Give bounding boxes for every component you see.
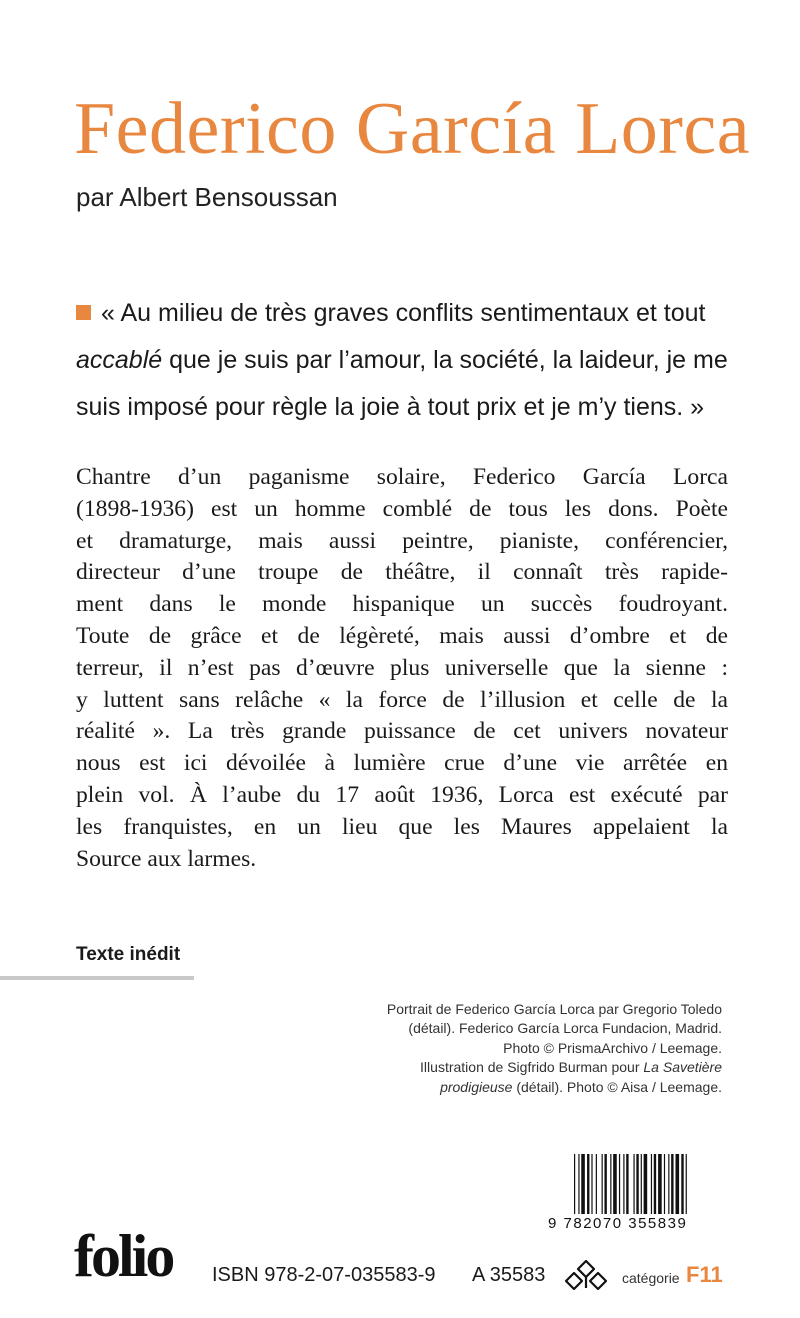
book-title: Federico García Lorca (74, 88, 751, 170)
blurb-line: réalité ». La très grande puissance de cet univers novateur (76, 718, 728, 745)
catalog-code: A 35583 (472, 1264, 546, 1286)
orange-square-bullet (76, 305, 91, 320)
blurb-line: Toute de grâce et de légèreté, mais aussi d’ombre et de (76, 622, 728, 649)
folio-logo: folio (74, 1223, 173, 1289)
credit-line: Portrait de Federico García Lorca par Gregorio Toledo (386, 1001, 722, 1017)
credit-line: (détail). Photo © Aisa / Leemage. (512, 1078, 722, 1095)
blurb-line: (1898-1936) est un homme comblé de tous les dons. Poète (76, 495, 728, 522)
blurb-line: nous est ici dévoilée à lumière crue d’une vie arrêtée en (76, 750, 728, 777)
book-author: par Albert Bensoussan (76, 182, 338, 212)
credit-line: Photo © PrismaArchivo / Leemage. (503, 1039, 722, 1056)
quote-line-3: suis imposé pour règle la joie à tout prix et je m’y tiens. » (76, 393, 705, 421)
quote-line-2: que je suis par l’amour, la société, la laideur, je me (162, 346, 728, 374)
credit-line: Illustration de Sigfrido Burman pour (420, 1059, 644, 1076)
blurb-line: y luttent sans relâche « la force de l’illusion et celle de la (76, 686, 728, 713)
unpublished-label: Texte inédit (76, 944, 181, 965)
barcode-icon (572, 1154, 730, 1214)
credit-work-title: La Savetière (643, 1059, 722, 1076)
credit-work-title: prodigieuse (440, 1078, 513, 1095)
blurb-line: directeur d’une troupe de théâtre, il connaît très rapide- (76, 559, 728, 586)
barcode-digits: 9 782070 355839 (548, 1215, 688, 1232)
blurb-line: et dramaturge, mais aussi peintre, pianiste, conférencier, (76, 527, 728, 554)
folio-emblem-icon (564, 1258, 608, 1296)
isbn-number: ISBN 978-2-07-035583-9 (212, 1264, 436, 1286)
category-label: catégorie (622, 1270, 680, 1286)
blurb-line: terreur, il n’est pas d’œuvre plus universelle que la sienne : (76, 654, 728, 681)
credit-line: (détail). Federico García Lorca Fundacion, Madrid. (408, 1020, 722, 1037)
label-underline-divider (0, 976, 194, 980)
blurb-line: plein vol. À l’aube du 17 août 1936, Lorca est exécuté par (76, 781, 728, 808)
blurb-line: Chantre d’un paganisme solaire, Federico García Lorca (76, 464, 728, 490)
blurb-paragraph (76, 462, 728, 875)
category-code: F11 (686, 1262, 723, 1287)
epigraph-quote (76, 290, 736, 431)
barcode (572, 1154, 730, 1214)
blurb-line: Source aux larmes. (76, 845, 257, 872)
blurb-line: ment dans le monde hispanique un succès foudroyant. (76, 591, 728, 618)
image-credits (322, 1000, 722, 1097)
quote-line-1: « Au milieu de très graves conflits sentimentaux et tout (101, 299, 706, 327)
blurb-line: les franquistes, en un lieu que les Maures appelaient la (76, 813, 728, 840)
quote-emphasis: accablé (76, 346, 163, 374)
